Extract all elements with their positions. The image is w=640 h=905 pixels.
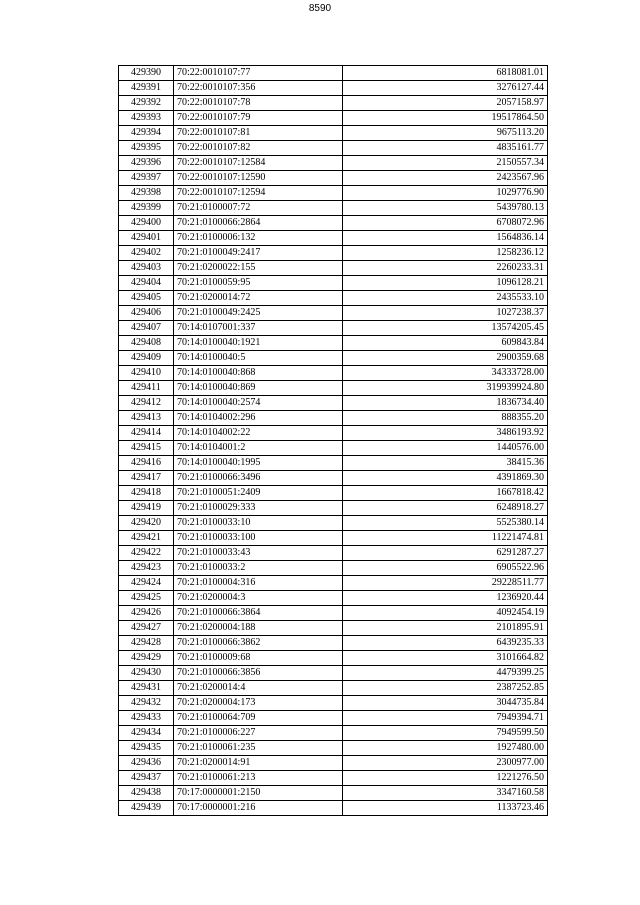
row-number-cell: 429405 bbox=[119, 291, 174, 306]
row-number-cell: 429412 bbox=[119, 396, 174, 411]
table-row bbox=[119, 141, 548, 156]
value-cell: 2101895.91 bbox=[343, 621, 548, 636]
value-cell: 9675113.20 bbox=[343, 126, 548, 141]
value-cell: 6248918.27 bbox=[343, 501, 548, 516]
row-number-cell: 429399 bbox=[119, 201, 174, 216]
row-number-cell: 429431 bbox=[119, 681, 174, 696]
row-number-cell: 429415 bbox=[119, 441, 174, 456]
row-number-cell: 429390 bbox=[119, 66, 174, 81]
cadastral-number-cell: 70:22:0010107:12584 bbox=[174, 156, 343, 171]
value-cell: 11221474.81 bbox=[343, 531, 548, 546]
cadastral-number-cell: 70:21:0100007:72 bbox=[174, 201, 343, 216]
cadastral-number-cell: 70:14:0100040:1995 bbox=[174, 456, 343, 471]
cadastral-number-cell: 70:22:0010107:81 bbox=[174, 126, 343, 141]
value-cell: 5525380.14 bbox=[343, 516, 548, 531]
row-number-cell: 429409 bbox=[119, 351, 174, 366]
cadastral-number-cell: 70:17:0000001:2150 bbox=[174, 786, 343, 801]
row-number-cell: 429397 bbox=[119, 171, 174, 186]
row-number-cell: 429435 bbox=[119, 741, 174, 756]
table-row bbox=[119, 156, 548, 171]
value-cell: 609843.84 bbox=[343, 336, 548, 351]
value-cell: 1133723.46 bbox=[343, 801, 548, 816]
cadastral-number-cell: 70:21:0100066:3496 bbox=[174, 471, 343, 486]
cadastral-number-cell: 70:21:0100061:235 bbox=[174, 741, 343, 756]
value-cell: 1667818.42 bbox=[343, 486, 548, 501]
value-cell: 319939924.80 bbox=[343, 381, 548, 396]
table-row bbox=[119, 471, 548, 486]
table-row bbox=[119, 66, 548, 81]
value-cell: 3101664.82 bbox=[343, 651, 548, 666]
row-number-cell: 429392 bbox=[119, 96, 174, 111]
table-row bbox=[119, 201, 548, 216]
row-number-cell: 429402 bbox=[119, 246, 174, 261]
table-row bbox=[119, 531, 548, 546]
table-row bbox=[119, 321, 548, 336]
table-row bbox=[119, 426, 548, 441]
value-cell: 4391869.30 bbox=[343, 471, 548, 486]
value-cell: 1836734.40 bbox=[343, 396, 548, 411]
value-cell: 2300977.00 bbox=[343, 756, 548, 771]
row-number-cell: 429416 bbox=[119, 456, 174, 471]
cadastral-number-cell: 70:14:0100040:2574 bbox=[174, 396, 343, 411]
cadastral-number-cell: 70:21:0100066:3862 bbox=[174, 636, 343, 651]
row-number-cell: 429426 bbox=[119, 606, 174, 621]
value-cell: 1027238.37 bbox=[343, 306, 548, 321]
value-cell: 6439235.33 bbox=[343, 636, 548, 651]
table-row bbox=[119, 711, 548, 726]
row-number-cell: 429418 bbox=[119, 486, 174, 501]
cadastral-number-cell: 70:21:0100064:709 bbox=[174, 711, 343, 726]
row-number-cell: 429408 bbox=[119, 336, 174, 351]
cadastral-number-cell: 70:21:0200004:188 bbox=[174, 621, 343, 636]
row-number-cell: 429420 bbox=[119, 516, 174, 531]
value-cell: 1564836.14 bbox=[343, 231, 548, 246]
table-row bbox=[119, 576, 548, 591]
value-cell: 2260233.31 bbox=[343, 261, 548, 276]
cadastral-number-cell: 70:21:0100059:95 bbox=[174, 276, 343, 291]
row-number-cell: 429439 bbox=[119, 801, 174, 816]
table-row bbox=[119, 516, 548, 531]
value-cell: 4835161.77 bbox=[343, 141, 548, 156]
cadastral-number-cell: 70:21:0100033:2 bbox=[174, 561, 343, 576]
value-cell: 2423567.96 bbox=[343, 171, 548, 186]
row-number-cell: 429438 bbox=[119, 786, 174, 801]
row-number-cell: 429427 bbox=[119, 621, 174, 636]
value-cell: 1440576.00 bbox=[343, 441, 548, 456]
cadastral-number-cell: 70:14:0100040:5 bbox=[174, 351, 343, 366]
page-number: 8590 bbox=[308, 3, 332, 14]
value-cell: 38415.36 bbox=[343, 456, 548, 471]
value-cell: 6818081.01 bbox=[343, 66, 548, 81]
row-number-cell: 429400 bbox=[119, 216, 174, 231]
cadastral-number-cell: 70:21:0200004:173 bbox=[174, 696, 343, 711]
row-number-cell: 429436 bbox=[119, 756, 174, 771]
table-row bbox=[119, 171, 548, 186]
cadastral-number-cell: 70:21:0100049:2425 bbox=[174, 306, 343, 321]
row-number-cell: 429428 bbox=[119, 636, 174, 651]
cadastral-number-cell: 70:21:0100006:227 bbox=[174, 726, 343, 741]
cadastral-number-cell: 70:14:0107001:337 bbox=[174, 321, 343, 336]
table-row bbox=[119, 261, 548, 276]
table-row bbox=[119, 696, 548, 711]
cadastral-number-cell: 70:22:0010107:79 bbox=[174, 111, 343, 126]
cadastral-number-cell: 70:21:0100004:316 bbox=[174, 576, 343, 591]
value-cell: 19517864.50 bbox=[343, 111, 548, 126]
cadastral-number-cell: 70:21:0200004:3 bbox=[174, 591, 343, 606]
table-row bbox=[119, 381, 548, 396]
row-number-cell: 429403 bbox=[119, 261, 174, 276]
row-number-cell: 429406 bbox=[119, 306, 174, 321]
row-number-cell: 429417 bbox=[119, 471, 174, 486]
cadastral-number-cell: 70:22:0010107:77 bbox=[174, 66, 343, 81]
value-cell: 7949599.50 bbox=[343, 726, 548, 741]
table-row bbox=[119, 111, 548, 126]
table-row bbox=[119, 771, 548, 786]
table-row bbox=[119, 561, 548, 576]
value-cell: 2900359.68 bbox=[343, 351, 548, 366]
table-row bbox=[119, 366, 548, 381]
value-cell: 888355.20 bbox=[343, 411, 548, 426]
cadastral-number-cell: 70:21:0100066:2864 bbox=[174, 216, 343, 231]
row-number-cell: 429425 bbox=[119, 591, 174, 606]
table-row bbox=[119, 591, 548, 606]
cadastral-number-cell: 70:22:0010107:356 bbox=[174, 81, 343, 96]
table-row bbox=[119, 651, 548, 666]
row-number-cell: 429437 bbox=[119, 771, 174, 786]
cadastral-number-cell: 70:21:0100051:2409 bbox=[174, 486, 343, 501]
cadastral-number-cell: 70:21:0200014:72 bbox=[174, 291, 343, 306]
table-row bbox=[119, 306, 548, 321]
value-cell: 1029776.90 bbox=[343, 186, 548, 201]
value-cell: 6905522.96 bbox=[343, 561, 548, 576]
registry-table-body bbox=[119, 66, 548, 816]
value-cell: 1096128.21 bbox=[343, 276, 548, 291]
value-cell: 4092454.19 bbox=[343, 606, 548, 621]
row-number-cell: 429396 bbox=[119, 156, 174, 171]
row-number-cell: 429414 bbox=[119, 426, 174, 441]
row-number-cell: 429411 bbox=[119, 381, 174, 396]
cadastral-number-cell: 70:22:0010107:12590 bbox=[174, 171, 343, 186]
cadastral-number-cell: 70:21:0100049:2417 bbox=[174, 246, 343, 261]
cadastral-number-cell: 70:14:0100040:868 bbox=[174, 366, 343, 381]
cadastral-number-cell: 70:21:0100033:10 bbox=[174, 516, 343, 531]
table-row bbox=[119, 681, 548, 696]
value-cell: 2435533.10 bbox=[343, 291, 548, 306]
value-cell: 1221276.50 bbox=[343, 771, 548, 786]
cadastral-number-cell: 70:21:0100009:68 bbox=[174, 651, 343, 666]
value-cell: 34333728.00 bbox=[343, 366, 548, 381]
row-number-cell: 429419 bbox=[119, 501, 174, 516]
table-row bbox=[119, 441, 548, 456]
cadastral-number-cell: 70:21:0200022:155 bbox=[174, 261, 343, 276]
table-row bbox=[119, 81, 548, 96]
row-number-cell: 429433 bbox=[119, 711, 174, 726]
row-number-cell: 429432 bbox=[119, 696, 174, 711]
value-cell: 7949394.71 bbox=[343, 711, 548, 726]
table-row bbox=[119, 801, 548, 816]
row-number-cell: 429430 bbox=[119, 666, 174, 681]
table-row bbox=[119, 291, 548, 306]
table-row bbox=[119, 726, 548, 741]
cadastral-number-cell: 70:21:0100029:333 bbox=[174, 501, 343, 516]
value-cell: 1927480.00 bbox=[343, 741, 548, 756]
value-cell: 3486193.92 bbox=[343, 426, 548, 441]
table-row bbox=[119, 336, 548, 351]
table-row bbox=[119, 606, 548, 621]
row-number-cell: 429394 bbox=[119, 126, 174, 141]
cadastral-number-cell: 70:21:0200014:4 bbox=[174, 681, 343, 696]
table-row bbox=[119, 231, 548, 246]
registry-table bbox=[118, 65, 548, 816]
row-number-cell: 429413 bbox=[119, 411, 174, 426]
table-row bbox=[119, 621, 548, 636]
table-row bbox=[119, 666, 548, 681]
table-row bbox=[119, 756, 548, 771]
table-row bbox=[119, 396, 548, 411]
table-row bbox=[119, 186, 548, 201]
table-row bbox=[119, 486, 548, 501]
row-number-cell: 429398 bbox=[119, 186, 174, 201]
value-cell: 6708072.96 bbox=[343, 216, 548, 231]
table-row bbox=[119, 246, 548, 261]
value-cell: 6291287.27 bbox=[343, 546, 548, 561]
row-number-cell: 429434 bbox=[119, 726, 174, 741]
cadastral-number-cell: 70:22:0010107:12594 bbox=[174, 186, 343, 201]
table-row bbox=[119, 96, 548, 111]
row-number-cell: 429404 bbox=[119, 276, 174, 291]
row-number-cell: 429407 bbox=[119, 321, 174, 336]
cadastral-number-cell: 70:14:0104002:22 bbox=[174, 426, 343, 441]
value-cell: 3276127.44 bbox=[343, 81, 548, 96]
table-row bbox=[119, 126, 548, 141]
table-row bbox=[119, 741, 548, 756]
cadastral-number-cell: 70:14:0100040:1921 bbox=[174, 336, 343, 351]
value-cell: 3044735.84 bbox=[343, 696, 548, 711]
value-cell: 2387252.85 bbox=[343, 681, 548, 696]
row-number-cell: 429391 bbox=[119, 81, 174, 96]
cadastral-number-cell: 70:21:0200014:91 bbox=[174, 756, 343, 771]
table-row bbox=[119, 501, 548, 516]
table-row bbox=[119, 546, 548, 561]
row-number-cell: 429429 bbox=[119, 651, 174, 666]
row-number-cell: 429395 bbox=[119, 141, 174, 156]
row-number-cell: 429424 bbox=[119, 576, 174, 591]
cadastral-number-cell: 70:14:0104002:296 bbox=[174, 411, 343, 426]
table-row bbox=[119, 216, 548, 231]
value-cell: 1236920.44 bbox=[343, 591, 548, 606]
cadastral-number-cell: 70:21:0100006:132 bbox=[174, 231, 343, 246]
table-row bbox=[119, 786, 548, 801]
table-row bbox=[119, 636, 548, 651]
cadastral-number-cell: 70:21:0100061:213 bbox=[174, 771, 343, 786]
cadastral-number-cell: 70:21:0100033:43 bbox=[174, 546, 343, 561]
value-cell: 4479399.25 bbox=[343, 666, 548, 681]
value-cell: 2150557.34 bbox=[343, 156, 548, 171]
table-row bbox=[119, 456, 548, 471]
cadastral-number-cell: 70:17:0000001:216 bbox=[174, 801, 343, 816]
value-cell: 2057158.97 bbox=[343, 96, 548, 111]
value-cell: 5439780.13 bbox=[343, 201, 548, 216]
cadastral-number-cell: 70:22:0010107:78 bbox=[174, 96, 343, 111]
row-number-cell: 429421 bbox=[119, 531, 174, 546]
cadastral-number-cell: 70:21:0100033:100 bbox=[174, 531, 343, 546]
table-row bbox=[119, 351, 548, 366]
value-cell: 1258236.12 bbox=[343, 246, 548, 261]
value-cell: 13574205.45 bbox=[343, 321, 548, 336]
row-number-cell: 429401 bbox=[119, 231, 174, 246]
value-cell: 29228511.77 bbox=[343, 576, 548, 591]
table-row bbox=[119, 411, 548, 426]
row-number-cell: 429393 bbox=[119, 111, 174, 126]
row-number-cell: 429410 bbox=[119, 366, 174, 381]
cadastral-number-cell: 70:22:0010107:82 bbox=[174, 141, 343, 156]
cadastral-number-cell: 70:14:0100040:869 bbox=[174, 381, 343, 396]
cadastral-number-cell: 70:21:0100066:3864 bbox=[174, 606, 343, 621]
cadastral-number-cell: 70:14:0104001:2 bbox=[174, 441, 343, 456]
row-number-cell: 429422 bbox=[119, 546, 174, 561]
cadastral-number-cell: 70:21:0100066:3856 bbox=[174, 666, 343, 681]
table-row bbox=[119, 276, 548, 291]
row-number-cell: 429423 bbox=[119, 561, 174, 576]
value-cell: 3347160.58 bbox=[343, 786, 548, 801]
